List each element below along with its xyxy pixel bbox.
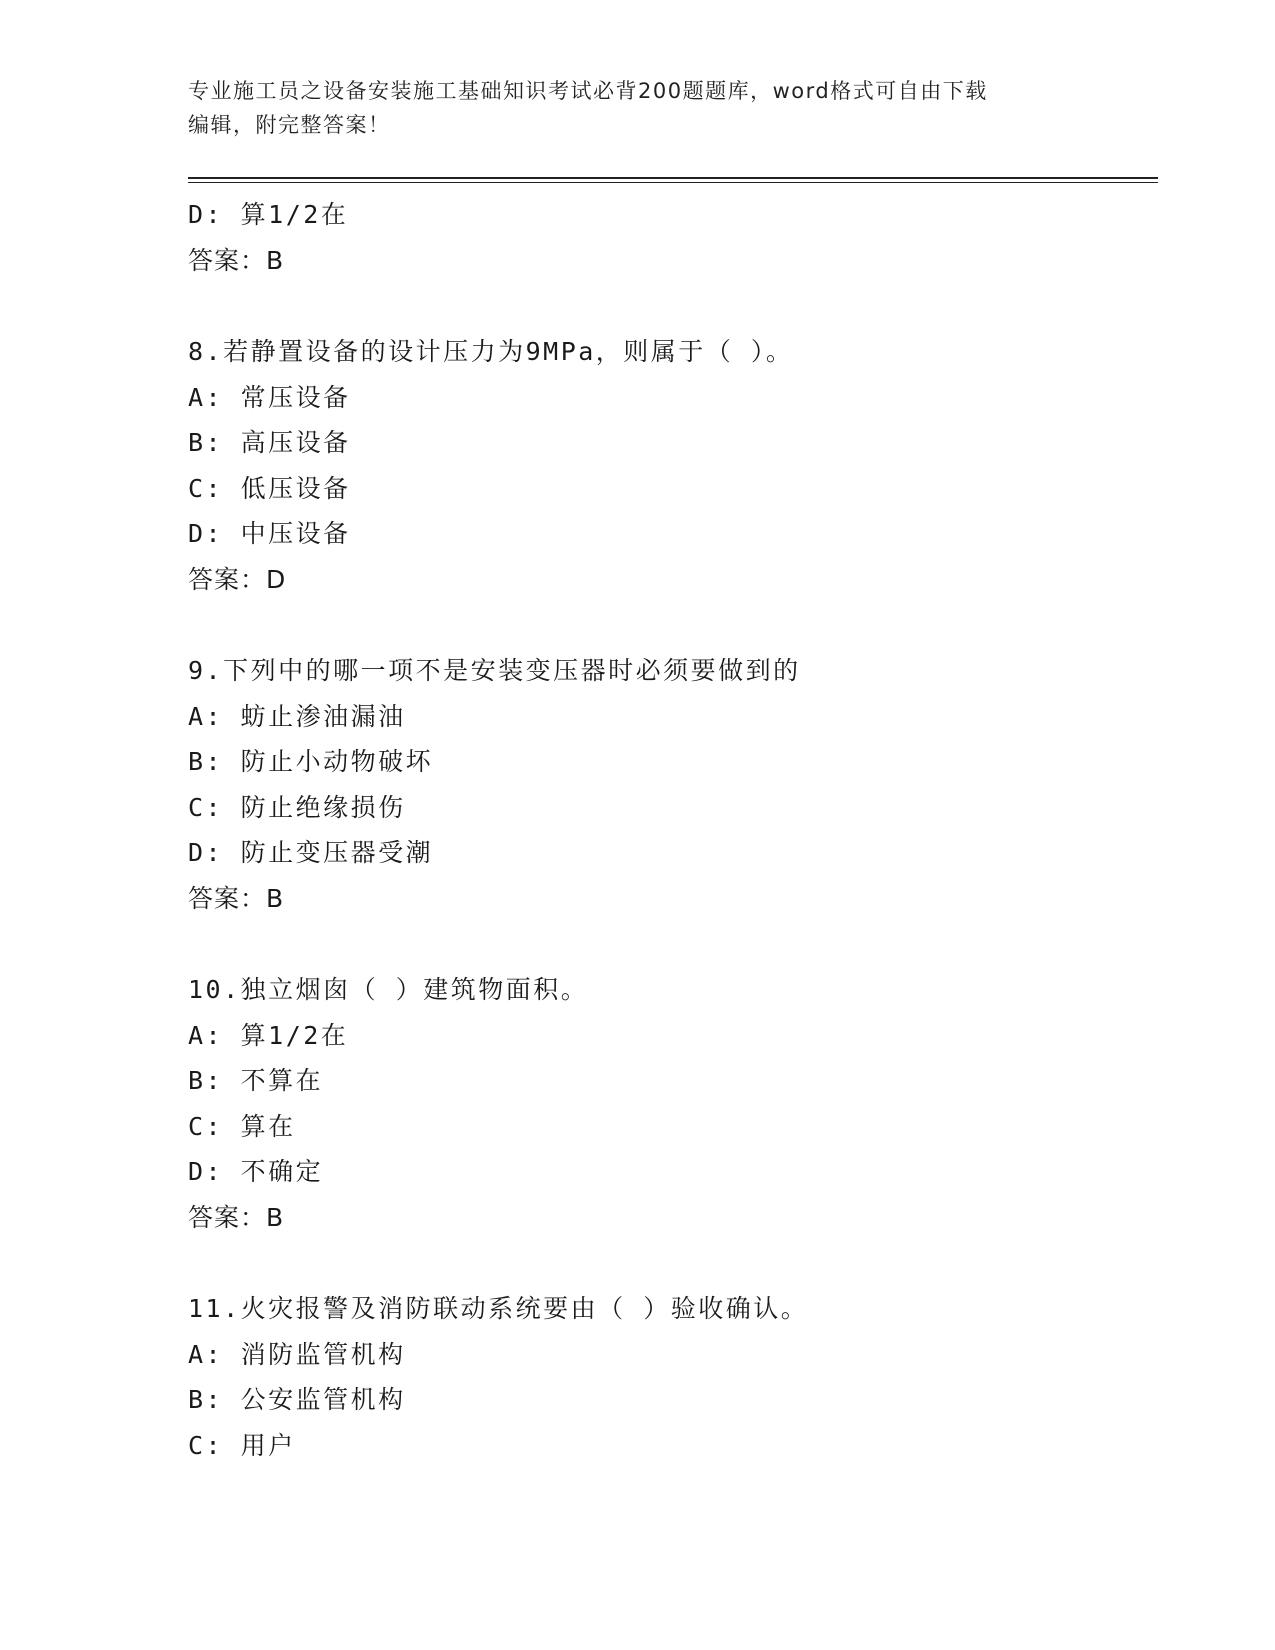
- question-stem: 8.若静置设备的设计压力为9MPa，则属于（ ）。: [188, 337, 794, 366]
- option-d: D: 中压设备: [188, 519, 351, 548]
- option-d: D: 算1/2在: [188, 200, 349, 229]
- answer-line: 答案：B: [188, 1202, 285, 1232]
- option-b: B: 公安监管机构: [188, 1385, 406, 1414]
- question-spacer: [188, 1240, 1148, 1286]
- option-c: C: 低压设备: [188, 473, 351, 503]
- question-10: [188, 967, 1148, 1240]
- option-c: C: 防止绝缘损伤: [188, 792, 406, 822]
- question-11: [188, 1286, 1148, 1468]
- question-7-tail: [188, 192, 1148, 283]
- option-a: A: 算1/2在: [188, 1020, 349, 1050]
- answer-line: 答案：B: [188, 883, 285, 913]
- option-c: C: 用户: [188, 1430, 296, 1460]
- option-a: A: 常压设备: [188, 382, 351, 412]
- option-a: A: 蚄止渗油漏油: [188, 701, 406, 731]
- question-8: [188, 329, 1148, 602]
- question-spacer: [188, 602, 1148, 648]
- option-d: D: 防止变压器受潮: [188, 838, 434, 867]
- question-stem: 11.火灾报警及消防联动系统要由（ ）验收确认。: [188, 1294, 809, 1323]
- option-b: B: 不算在: [188, 1066, 324, 1095]
- answer-line: 答案：D: [188, 564, 287, 594]
- header-title-line-1: 专业施工员之设备安装施工基础知识考试必背200题题库，word格式可自由下载: [188, 79, 988, 103]
- question-stem: 9.下列中的哪一项不是安装变压器时必须要做到的: [188, 656, 801, 685]
- question-list: [188, 192, 1148, 1468]
- question-9: [188, 648, 1148, 921]
- page-header: [188, 74, 1088, 142]
- option-c: C: 算在: [188, 1111, 296, 1141]
- question-stem: 10.独立烟囱（ ）建筑物面积。: [188, 975, 589, 1004]
- header-divider: [188, 177, 1158, 179]
- option-b: B: 防止小动物破坏: [188, 747, 434, 776]
- question-spacer: [188, 283, 1148, 329]
- question-spacer: [188, 921, 1148, 967]
- answer-line: 答案：B: [188, 245, 285, 275]
- header-divider-secondary: [188, 182, 1158, 183]
- option-b: B: 高压设备: [188, 428, 351, 457]
- option-d: D: 不确定: [188, 1157, 324, 1186]
- header-title-line-2: 编辑，附完整答案！: [188, 113, 391, 137]
- option-a: A: 消防监管机构: [188, 1339, 406, 1369]
